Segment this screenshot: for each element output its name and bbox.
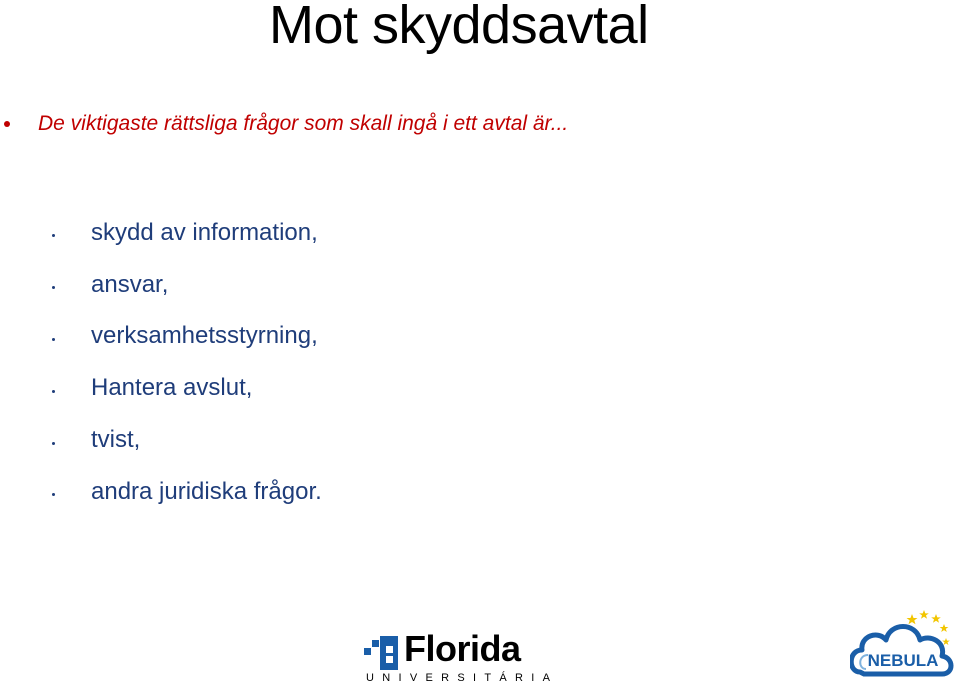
list-item-label: ansvar, (91, 270, 169, 298)
topic-list (0, 207, 322, 518)
list-item (0, 207, 322, 259)
intro-bullet (0, 112, 568, 136)
nebula-cloud-icon (850, 600, 959, 686)
list-item-label: verksamhetsstyrning, (91, 322, 318, 350)
nebula-logo (850, 600, 959, 686)
bullet-dot (52, 493, 55, 496)
list-item-label: andra juridiska frågor. (91, 477, 322, 505)
list-item (0, 362, 322, 414)
bullet-dot (52, 286, 55, 289)
list-item-label: Hantera avslut, (91, 374, 253, 402)
bullet-dot (4, 121, 10, 127)
list-item (0, 414, 322, 466)
bullet-dot (52, 390, 55, 393)
list-item (0, 259, 322, 311)
bullet-dot (52, 234, 55, 237)
florida-subtitle: UNIVERSITÁRIA (366, 672, 559, 684)
florida-mark-icon (364, 636, 398, 670)
florida-wordmark: Florida (404, 628, 521, 669)
list-item-label: tvist, (91, 426, 141, 454)
nebula-wordmark: NEBULA (867, 651, 939, 670)
bullet-dot (52, 338, 55, 341)
list-item (0, 311, 322, 363)
slide-title: Mot skyddsavtal (269, 0, 649, 55)
list-item (0, 466, 322, 518)
bullet-dot (52, 442, 55, 445)
florida-logo (364, 628, 559, 686)
list-item-label: skydd av information, (91, 218, 318, 246)
intro-text: De viktigaste rättsliga frågor som skall ingå i ett avtal är... (38, 112, 569, 135)
